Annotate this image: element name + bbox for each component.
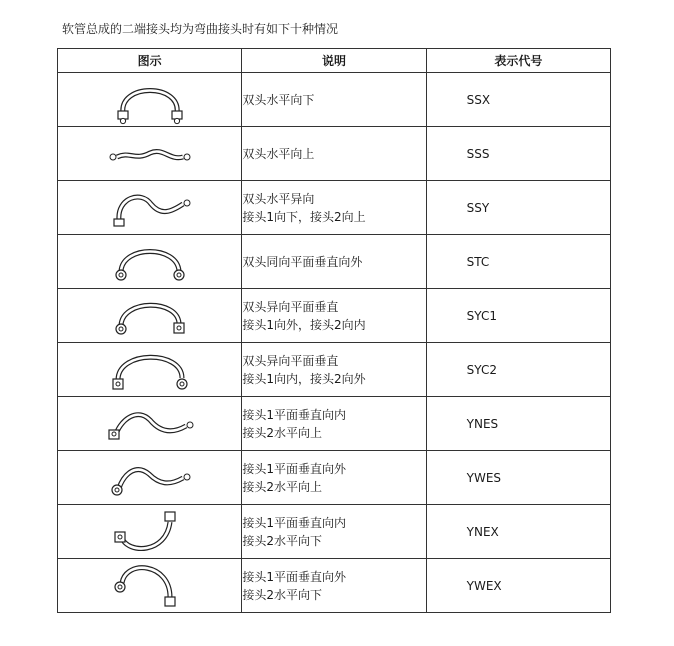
code-cell: [426, 181, 610, 235]
description-line: 接头2水平向上: [242, 425, 322, 440]
hose-end1-vertical-in-end2-up-icon: [102, 404, 198, 444]
code-value: SSY: [466, 200, 490, 215]
description-cell: [242, 127, 426, 181]
figure-cell: [58, 127, 242, 181]
description-line: 双头异向平面垂直: [242, 353, 339, 368]
table-row: [58, 451, 611, 505]
description-cell: [242, 559, 426, 613]
figure-cell: [58, 559, 242, 613]
figure-cell: [58, 181, 242, 235]
description-cell: [242, 505, 426, 559]
description-cell: [242, 451, 426, 505]
hose-same-direction-vertical-out-icon: [105, 239, 195, 285]
code-cell: [426, 451, 610, 505]
table-row: [58, 235, 611, 289]
code-cell: [426, 343, 610, 397]
hose-both-ends-horizontal-up-icon: [105, 139, 195, 169]
description-line: 双头水平向上: [242, 146, 315, 161]
code-cell: [426, 505, 610, 559]
hose-end1-vertical-in-end2-down-icon: [110, 508, 190, 556]
description-line: 接头2水平向下: [242, 587, 322, 602]
figure-cell: [58, 289, 242, 343]
table-row: [58, 559, 611, 613]
code-cell: [426, 73, 610, 127]
description-line: 双头水平向下: [242, 92, 315, 107]
description-cell: [242, 289, 426, 343]
hose-both-ends-horizontal-opposite-icon: [105, 186, 195, 230]
table-row: [58, 397, 611, 451]
description-line: 双头水平异向: [242, 191, 315, 206]
description-line: 接头1平面垂直向内: [242, 407, 346, 422]
hose-end1-vertical-out-end2-down-icon: [108, 561, 192, 611]
figure-cell: [58, 397, 242, 451]
description-line: 双头异向平面垂直: [242, 299, 339, 314]
description-cell: [242, 235, 426, 289]
description-cell: [242, 343, 426, 397]
description-line: 接头2水平向下: [242, 533, 322, 548]
code-cell: [426, 235, 610, 289]
description-cell: [242, 181, 426, 235]
code-value: SSX: [466, 92, 491, 107]
description-line: 接头1向外，接头2向内: [242, 317, 366, 332]
code-cell: [426, 127, 610, 181]
code-value: YWEX: [466, 578, 502, 593]
table-row: [58, 343, 611, 397]
code-value: YNES: [466, 416, 499, 431]
header-code: 表示代号: [426, 49, 610, 73]
code-value: SYC1: [466, 308, 497, 323]
hose-end1-vertical-out-end2-up-icon: [105, 458, 195, 498]
table-header-row: [58, 49, 611, 73]
figure-cell: [58, 235, 242, 289]
code-cell: [426, 559, 610, 613]
figure-cell: [58, 505, 242, 559]
description-line: 接头1平面垂直向内: [242, 515, 346, 530]
table-row: [58, 505, 611, 559]
hose-opposite-vertical-1-out-icon: [105, 293, 195, 339]
header-description: 说明: [242, 49, 426, 73]
code-value: YWES: [466, 470, 502, 485]
description-cell: [242, 73, 426, 127]
caption: 软管总成的二端接头均为弯曲接头时有如下十种情况: [62, 22, 339, 36]
header-figure: 图示: [58, 49, 242, 73]
figure-cell: [58, 343, 242, 397]
description-line: 接头1平面垂直向外: [242, 461, 346, 476]
hose-both-ends-horizontal-down-icon: [105, 75, 195, 125]
figure-cell: [58, 73, 242, 127]
code-value: SYC2: [466, 362, 497, 377]
table-row: [58, 127, 611, 181]
description-line: 双头同向平面垂直向外: [242, 254, 363, 269]
code-value: SSS: [466, 146, 490, 161]
description-line: 接头2水平向上: [242, 479, 322, 494]
table-row: [58, 289, 611, 343]
code-cell: [426, 289, 610, 343]
description-line: 接头1向内，接头2向外: [242, 371, 366, 386]
code-value: STC: [466, 254, 490, 269]
description-cell: [242, 397, 426, 451]
table-row: [58, 181, 611, 235]
table-row: [58, 73, 611, 127]
hose-opposite-vertical-1-in-icon: [102, 346, 198, 394]
figure-cell: [58, 451, 242, 505]
description-line: 接头1向下，接头2向上: [242, 209, 366, 224]
description-line: 接头1平面垂直向外: [242, 569, 346, 584]
code-cell: [426, 397, 610, 451]
code-value: YNEX: [466, 524, 499, 539]
hose-end-type-table: [57, 48, 611, 613]
